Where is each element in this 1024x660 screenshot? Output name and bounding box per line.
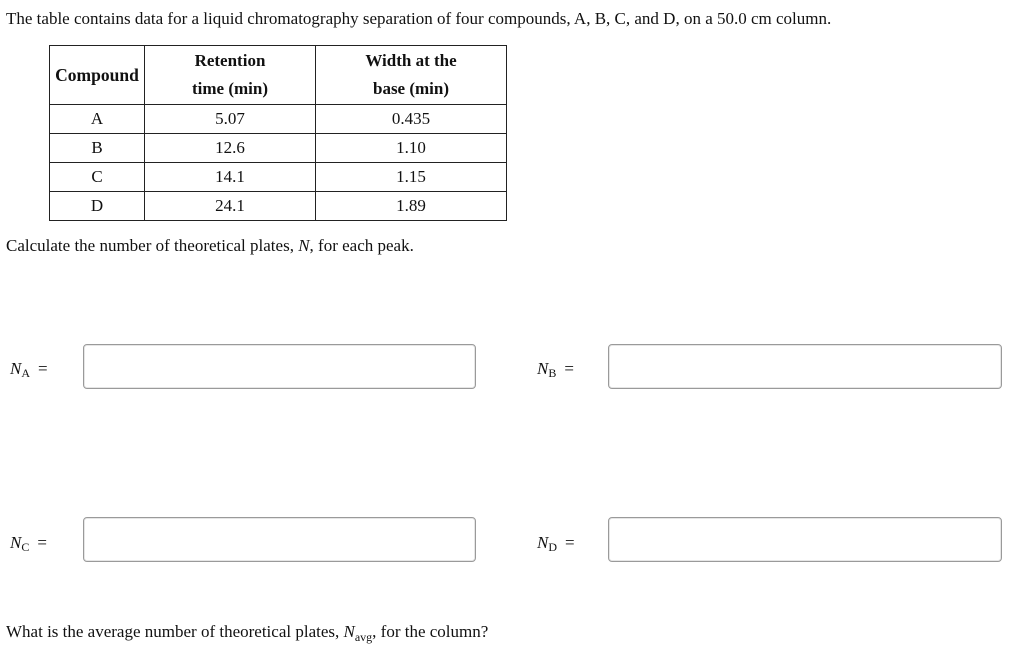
cell-compound: D (50, 192, 145, 221)
cell-base-width: 1.15 (316, 163, 507, 192)
header-compound: Compound (50, 46, 145, 105)
answer-input-n-b[interactable] (608, 344, 1002, 389)
prompt-text: Calculate the number of theoretical plates, N, for each peak. (6, 236, 414, 255)
cell-base-width: 0.435 (316, 105, 507, 134)
table-header-row (50, 46, 507, 105)
answer-input-n-d[interactable] (608, 517, 1002, 562)
label-n-d: $N_D$ = (537, 533, 575, 554)
cell-compound: B (50, 134, 145, 163)
cell-retention-time: 24.1 (145, 192, 316, 221)
table-row (50, 192, 507, 221)
table-row (50, 163, 507, 192)
header-width-at-base: Width at the base (min) (316, 46, 507, 105)
label-n-b: $N_B$ = (537, 359, 574, 380)
header-retention-time: Retention time (min) (145, 46, 316, 105)
cell-compound: C (50, 163, 145, 192)
cell-compound: A (50, 105, 145, 134)
cell-retention-time: 5.07 (145, 105, 316, 134)
cell-base-width: 1.89 (316, 192, 507, 221)
table-row (50, 134, 507, 163)
label-n-c: $N_C$ = (10, 533, 47, 554)
chromatography-data-table (49, 45, 507, 221)
cell-retention-time: 12.6 (145, 134, 316, 163)
answer-input-n-c[interactable] (83, 517, 476, 562)
average-question-text: What is the average number of theoretical plates, $N_{avg}$, for the column? (6, 622, 489, 644)
table-row (50, 105, 507, 134)
answer-input-n-a[interactable] (83, 344, 476, 389)
data-table-container (49, 45, 507, 221)
cell-retention-time: 14.1 (145, 163, 316, 192)
cell-base-width: 1.10 (316, 134, 507, 163)
intro-text: The table contains data for a liquid chromatography separation of four compounds, A, B, C, and D, on a 50.0 cm column. (6, 9, 832, 28)
label-n-a: $N_A$ = (10, 359, 48, 380)
